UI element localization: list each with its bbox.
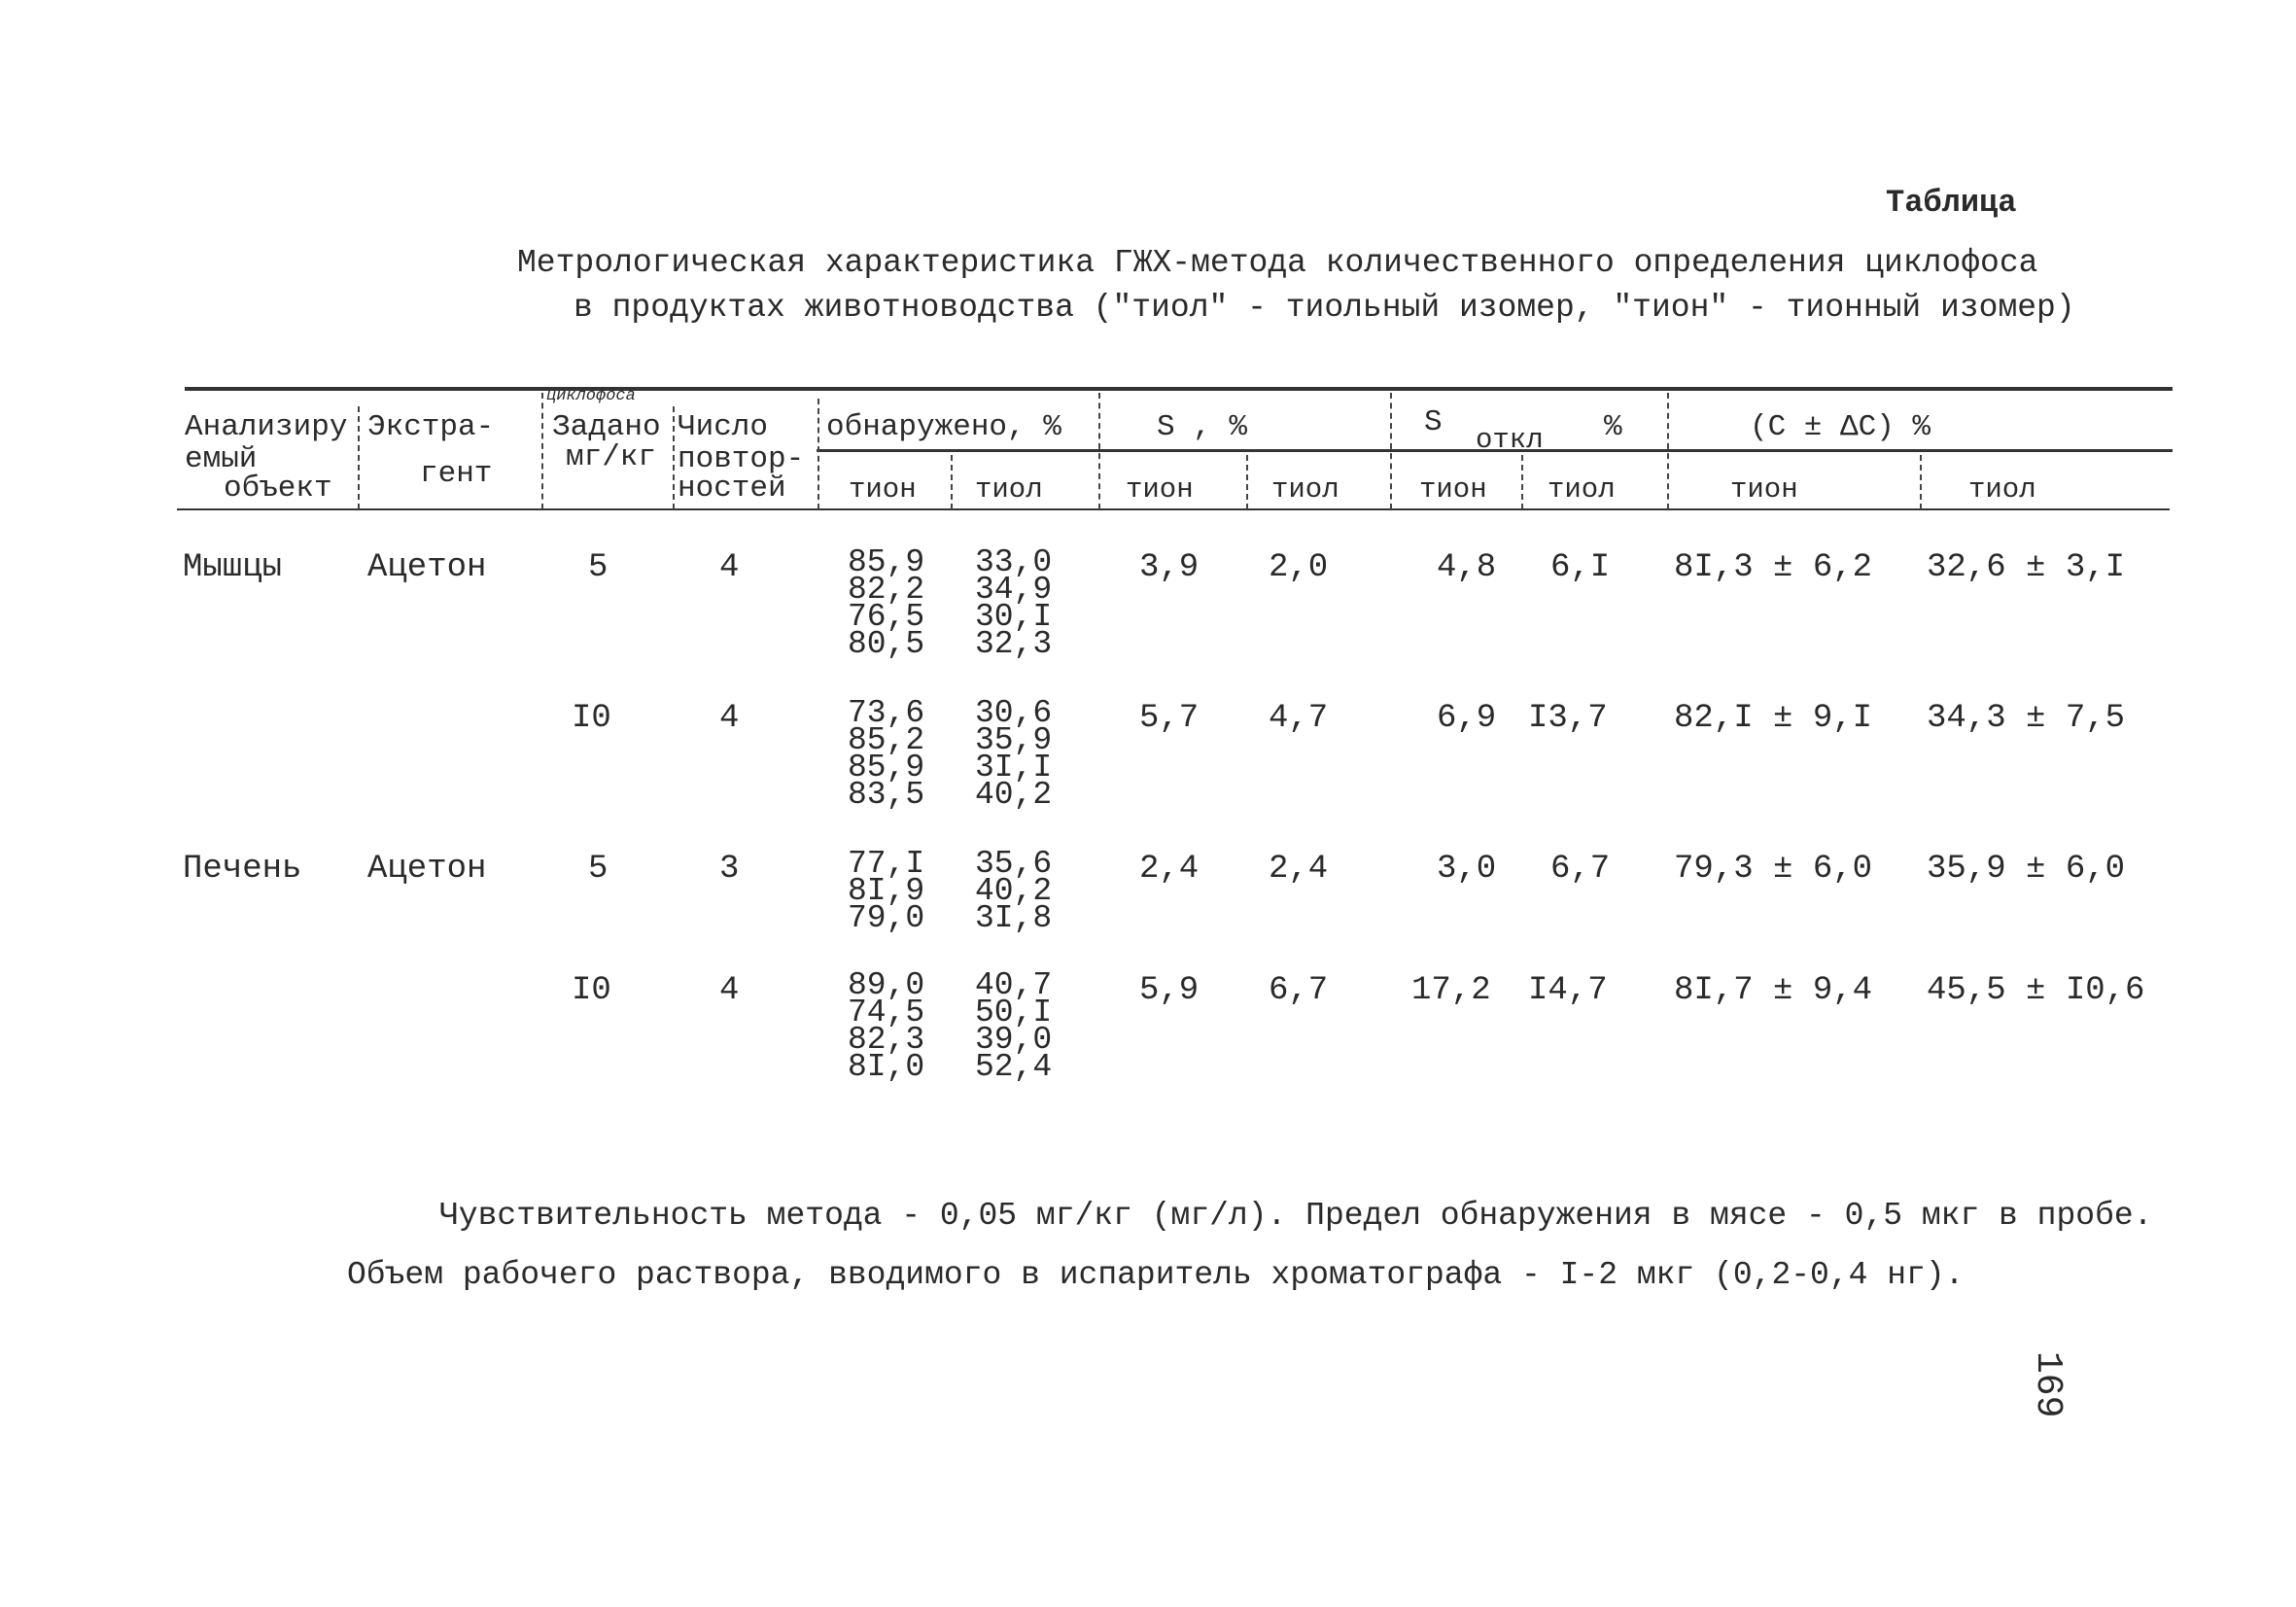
row-repeats: 4 <box>719 549 740 586</box>
row-s-tion: 2,4 <box>1139 851 1200 888</box>
row-found-tiol <box>975 695 1053 813</box>
col-divider <box>541 393 543 509</box>
subheader-ci-tion: тион <box>1730 473 1798 506</box>
table-label: Таблица <box>1886 185 2017 221</box>
row-repeats: 4 <box>719 972 740 1009</box>
header-sotkl-pct: % <box>1604 410 1622 444</box>
found-value: 83,5 <box>848 777 925 813</box>
found-value: 35,6 <box>975 846 1053 882</box>
page-number: 169 <box>2027 1351 2069 1418</box>
col-divider <box>1667 393 1669 509</box>
row-ci-tiol: 35,9 ± 6,0 <box>1927 851 2126 888</box>
row-found-tiol <box>975 846 1053 936</box>
found-value: 85,2 <box>848 722 925 758</box>
subheader-found-tiol: тиол <box>975 473 1043 506</box>
found-value: 82,3 <box>848 1022 925 1058</box>
row-found-tiol <box>975 544 1053 662</box>
found-value: 35,9 <box>975 722 1053 758</box>
found-value: 3I,8 <box>975 900 1053 936</box>
row-ci-tion: 82,I ± 9,I <box>1674 700 1873 737</box>
found-value: 85,9 <box>848 750 925 786</box>
table-title-line1: Метрологическая характеристика ГЖХ-метода количественного определения циклофоса <box>517 245 2038 281</box>
row-object: Мышцы <box>183 549 283 586</box>
subheader-found-tion: тион <box>849 473 917 506</box>
col-divider <box>673 406 675 509</box>
found-value: 40,7 <box>975 967 1053 1003</box>
row-sotkl-tiol: 6,I <box>1550 549 1611 586</box>
header-repeats: ностей <box>678 472 786 506</box>
found-value: 30,I <box>975 599 1053 635</box>
row-repeats: 4 <box>719 700 740 737</box>
found-value: 79,0 <box>848 900 925 936</box>
row-ci-tiol: 32,6 ± 3,I <box>1927 549 2126 586</box>
row-s-tiol: 4,7 <box>1269 700 1329 737</box>
header-object: объект <box>224 472 332 506</box>
header-s: S , % <box>1157 410 1248 444</box>
row-given: 5 <box>588 851 609 888</box>
row-ci-tiol: 45,5 ± I0,6 <box>1927 972 2145 1009</box>
row-ci-tion: 8I,3 ± 6,2 <box>1674 549 1873 586</box>
header-object: Анализиру <box>185 410 348 444</box>
row-given: 5 <box>588 549 609 586</box>
found-value: 34,9 <box>975 572 1053 608</box>
row-sotkl-tion: 6,9 <box>1437 700 1497 737</box>
header-given-annotation: циклофоса <box>546 387 636 405</box>
row-repeats: 3 <box>719 851 740 888</box>
col-divider <box>1521 455 1523 509</box>
found-value: 39,0 <box>975 1022 1053 1058</box>
col-divider <box>951 455 953 509</box>
subheader-ci-tiol: тиол <box>1968 473 2036 506</box>
found-value: 40,2 <box>975 777 1053 813</box>
row-sotkl-tion: 4,8 <box>1437 549 1497 586</box>
header-sotkl-sub: откл <box>1476 424 1544 456</box>
row-found-tion <box>848 967 925 1085</box>
found-value: 80,5 <box>848 626 925 662</box>
row-extractant: Ацетон <box>367 549 487 586</box>
row-s-tiol: 2,4 <box>1269 851 1329 888</box>
header-extractant: Экстра- <box>367 410 495 444</box>
row-extractant: Ацетон <box>367 851 487 888</box>
subheader-sotkl-tiol: тиол <box>1548 473 1616 506</box>
note-sensitivity: Чувствительность метода - 0,05 мг/кг (мг/л). Предел обнаружения в мясе - 0,5 мкг в пробе. <box>439 1198 2153 1234</box>
row-ci-tion: 8I,7 ± 9,4 <box>1674 972 1873 1009</box>
header-given: мг/кг <box>566 440 657 474</box>
row-sotkl-tion: 3,0 <box>1437 851 1497 888</box>
found-value: 3I,I <box>975 750 1053 786</box>
col-divider <box>1098 393 1100 509</box>
found-value: 33,0 <box>975 544 1053 580</box>
row-sotkl-tiol: 6,7 <box>1550 851 1611 888</box>
row-object: Печень <box>183 851 302 888</box>
row-ci-tiol: 34,3 ± 7,5 <box>1927 700 2126 737</box>
header-sotkl: S <box>1424 405 1443 439</box>
subheader-s-tiol: тиол <box>1271 473 1339 506</box>
row-sotkl-tiol: I4,7 <box>1528 972 1608 1009</box>
header-found: обнаружено, % <box>826 410 1061 444</box>
row-s-tiol: 2,0 <box>1269 549 1329 586</box>
found-value: 89,0 <box>848 967 925 1003</box>
found-value: 8I,0 <box>848 1049 925 1085</box>
header-object: емый <box>185 442 258 476</box>
subheader-s-tion: тион <box>1126 473 1194 506</box>
row-given: I0 <box>572 700 611 737</box>
note-volume: Объем рабочего раствора, вводимого в испаритель хроматографа - I-2 мкг (0,2-0,4 нг). <box>347 1257 1965 1293</box>
table-title-line2: в продуктах животноводства ("тиол" - тиольный изомер, "тион" - тионный изомер) <box>574 290 2075 326</box>
found-value: 77,I <box>848 846 925 882</box>
header-extractant: гент <box>420 457 493 491</box>
col-divider <box>358 406 360 509</box>
col-divider <box>1920 455 1922 509</box>
found-value: 8I,9 <box>848 873 925 909</box>
header-given: Задано <box>552 410 661 444</box>
row-found-tion <box>848 544 925 662</box>
row-s-tiol: 6,7 <box>1269 972 1329 1009</box>
found-value: 40,2 <box>975 873 1053 909</box>
header-ci: (С ± ΔС) % <box>1750 410 1931 444</box>
subheader-sotkl-tion: тион <box>1419 473 1487 506</box>
row-ci-tion: 79,3 ± 6,0 <box>1674 851 1873 888</box>
header-repeats: Число <box>678 410 769 444</box>
header-bottom-rule <box>177 508 2170 510</box>
row-found-tion <box>848 846 925 936</box>
found-value: 85,9 <box>848 544 925 580</box>
found-value: 76,5 <box>848 599 925 635</box>
row-s-tion: 5,7 <box>1139 700 1200 737</box>
table-top-rule <box>185 387 2173 391</box>
row-found-tion <box>848 695 925 813</box>
found-value: 74,5 <box>848 995 925 1031</box>
row-sotkl-tiol: I3,7 <box>1528 700 1608 737</box>
row-given: I0 <box>572 972 611 1009</box>
found-value: 73,6 <box>848 695 925 731</box>
row-s-tion: 3,9 <box>1139 549 1200 586</box>
row-s-tion: 5,9 <box>1139 972 1200 1009</box>
found-value: 50,I <box>975 995 1053 1031</box>
found-value: 32,3 <box>975 626 1053 662</box>
col-divider <box>1246 455 1248 509</box>
col-divider <box>1390 393 1392 509</box>
found-value: 52,4 <box>975 1049 1053 1085</box>
col-divider <box>818 399 819 509</box>
row-found-tiol <box>975 967 1053 1085</box>
found-value: 30,6 <box>975 695 1053 731</box>
row-sotkl-tion: 17,2 <box>1411 972 1491 1009</box>
header-repeats: повтор- <box>678 442 805 476</box>
found-value: 82,2 <box>848 572 925 608</box>
